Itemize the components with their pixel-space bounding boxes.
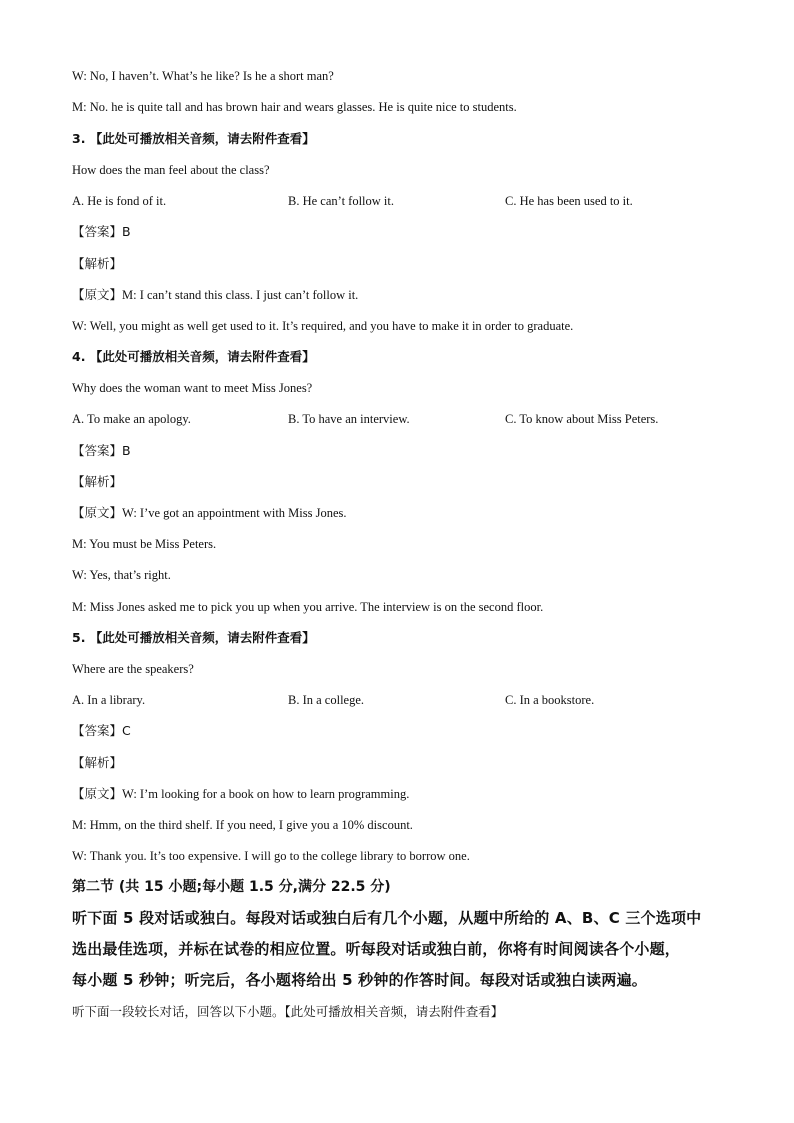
question-5-option-c: C. In a bookstore.: [505, 693, 595, 707]
question-3-stem: How does the man feel about the class?: [72, 163, 270, 177]
question-3-answer: 【答案】B: [72, 224, 131, 239]
question-4-transcript: M: Miss Jones asked me to pick you up when you arrive. The interview is on the second floor.: [72, 600, 544, 614]
question-4-option-a: A. To make an apology.: [72, 412, 191, 426]
question-3-option-a: A. He is fond of it.: [72, 194, 167, 208]
section-2-instruction: 每小题 5 秒钟；听完后，各小题将给出 5 秒钟的作答时间。每段对话或独白读两遍。: [72, 971, 647, 989]
question-4-answer: 【答案】B: [72, 443, 131, 458]
question-3-transcript: 【原文】M: I can’t stand this class. I just can’t follow it.: [72, 288, 359, 302]
question-5-analysis: 【解析】: [72, 755, 123, 770]
question-4-stem: Why does the woman want to meet Miss Jones?: [72, 381, 313, 395]
question-3-option-c: C. He has been used to it.: [505, 194, 633, 208]
section-2-heading: 第二节 (共 15 小题;每小题 1.5 分,满分 22.5 分): [72, 879, 391, 895]
question-4-transcript: M: You must be Miss Peters.: [72, 537, 217, 551]
question-4-transcript: W: Yes, that’s right.: [72, 568, 171, 582]
question-3-analysis: 【解析】: [72, 256, 123, 271]
question-5-title: 5. 【此处可播放相关音频，请去附件查看】: [72, 630, 315, 645]
question-5-transcript: M: Hmm, on the third shelf. If you need, I give you a 10% discount.: [72, 818, 413, 832]
question-4-transcript: 【原文】W: I’ve got an appointment with Miss Jones.: [72, 506, 347, 520]
question-5-option-a: A. In a library.: [72, 693, 146, 707]
question-3-option-b: B. He can’t follow it.: [288, 194, 394, 208]
dialogue-line: M: No. he is quite tall and has brown hair and wears glasses. He is quite nice to students.: [72, 100, 517, 114]
long-dialogue-prompt: 听下面一段较长对话，回答以下小题。【此处可播放相关音频，请去附件查看】: [72, 1004, 504, 1019]
question-5-stem: Where are the speakers?: [72, 662, 194, 676]
question-4-title: 4. 【此处可播放相关音频，请去附件查看】: [72, 349, 315, 364]
dialogue-line: W: No, I haven’t. What’s he like? Is he a short man?: [72, 69, 334, 83]
question-4-option-b: B. To have an interview.: [288, 412, 410, 426]
question-4-option-c: C. To know about Miss Peters.: [505, 412, 659, 426]
question-5-answer: 【答案】C: [72, 723, 131, 738]
question-5-option-b: B. In a college.: [288, 693, 365, 707]
question-3-title: 3. 【此处可播放相关音频，请去附件查看】: [72, 131, 315, 146]
question-4-analysis: 【解析】: [72, 474, 123, 489]
section-2-instruction: 选出最佳选项，并标在试卷的相应位置。听每段对话或独白前，你将有时间阅读各个小题，: [72, 940, 681, 958]
question-3-transcript: W: Well, you might as well get used to it. It’s required, and you have to make it in order to graduate.: [72, 319, 574, 333]
question-5-transcript: 【原文】W: I’m looking for a book on how to learn programming.: [72, 787, 410, 801]
question-5-transcript: W: Thank you. It’s too expensive. I will go to the college library to borrow one.: [72, 849, 470, 863]
section-2-instruction: 听下面 5 段对话或独白。每段对话或独白后有几个小题，从题中所给的 A、B、C 三个选项中: [72, 909, 702, 927]
